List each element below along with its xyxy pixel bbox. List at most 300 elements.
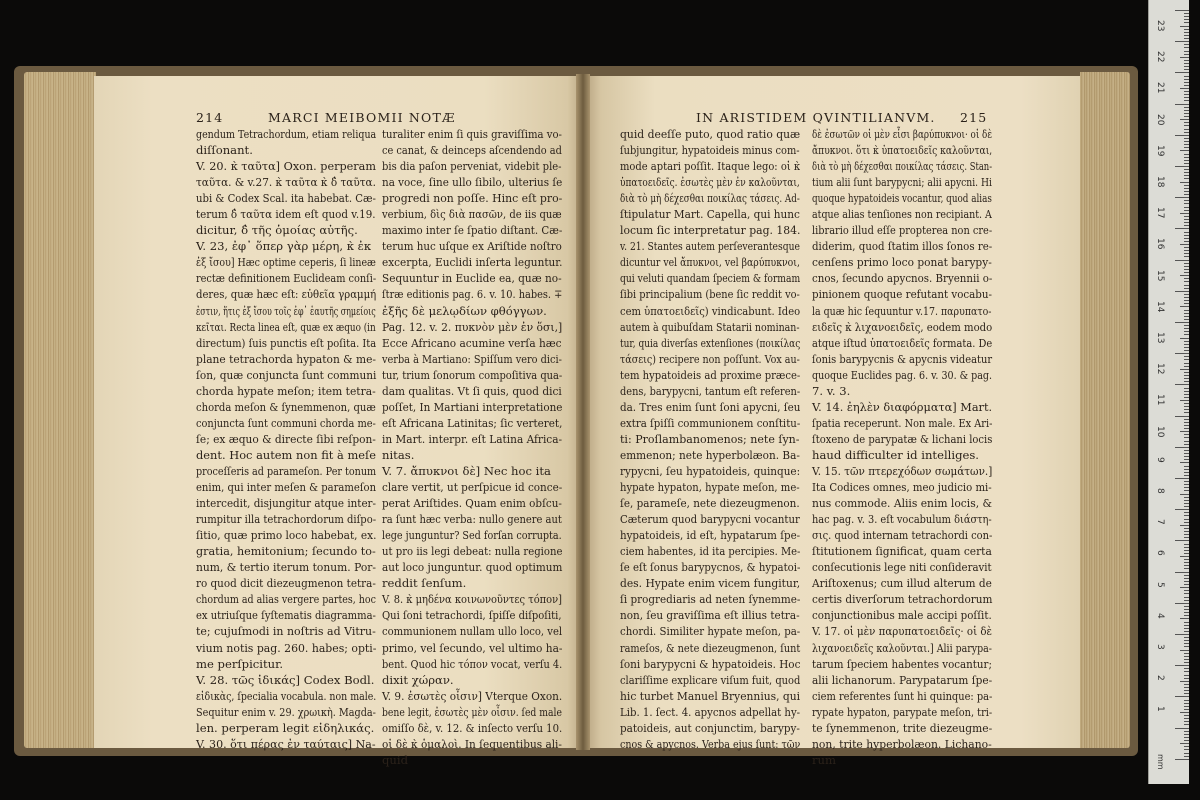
text-line: ti: Proſlambanomenos; nete ſyn- bbox=[620, 431, 800, 446]
ruler-tick bbox=[1175, 291, 1189, 292]
ruler-tick bbox=[1184, 581, 1189, 582]
text-line: cnos & apycnos. Verba ejus ſunt: τῶν bbox=[620, 736, 801, 751]
ruler-tick bbox=[1184, 94, 1189, 95]
text-line: tium alii ſunt barypycni; alii apycni. Hi bbox=[812, 175, 992, 190]
ruler-tick bbox=[1184, 403, 1189, 404]
ruler-tick bbox=[1175, 665, 1189, 666]
ruler-tick bbox=[1184, 628, 1189, 629]
ruler-tick bbox=[1184, 597, 1189, 598]
ruler-tick bbox=[1184, 600, 1189, 601]
ruler-tick bbox=[1180, 150, 1189, 151]
ruler-tick bbox=[1184, 547, 1189, 548]
ruler-tick bbox=[1175, 728, 1189, 729]
text-line: hypatoideis, id eſt, hypatarum ſpe- bbox=[620, 528, 801, 543]
ruler-tick bbox=[1184, 285, 1189, 286]
ruler-number: 13 bbox=[1155, 332, 1165, 344]
ruler-tick bbox=[1184, 172, 1189, 173]
text-line: alii lichanorum. Parypatarum ſpe- bbox=[812, 672, 993, 687]
ruler-tick bbox=[1184, 406, 1189, 407]
text-line: ciem habentes, id ita percipies. Me- bbox=[620, 544, 801, 559]
text-line: ſibi principalium (bene ſic reddit vo- bbox=[620, 287, 800, 302]
ruler-tick bbox=[1184, 207, 1189, 208]
text-line: cenſens primo loco ponat barypy- bbox=[812, 255, 992, 270]
ruler-tick bbox=[1175, 41, 1189, 42]
ruler-tick bbox=[1175, 478, 1189, 479]
ruler-tick bbox=[1184, 178, 1189, 179]
ruler-number: 9 bbox=[1155, 456, 1165, 463]
ruler-tick bbox=[1180, 88, 1189, 89]
ruler-tick bbox=[1184, 328, 1189, 329]
text-line: nitas. bbox=[382, 447, 415, 462]
ruler-tick bbox=[1184, 51, 1189, 52]
text-line: διὰ τὸ μὴ δέχεσθαι ποικίλας τάσεις. Stan- bbox=[812, 159, 993, 174]
text-line: ſpatia receperunt. Non male. Ex Ari- bbox=[812, 415, 993, 430]
ruler-tick bbox=[1184, 185, 1189, 186]
ruler-tick bbox=[1184, 125, 1189, 126]
ruler-tick bbox=[1184, 350, 1189, 351]
text-line: hic turbet Manuel Bryennius, qui bbox=[620, 688, 801, 703]
ruler-tick bbox=[1184, 612, 1189, 613]
text-line: rameſos, & nete diezeugmenon, ſunt bbox=[620, 640, 801, 655]
ruler-tick bbox=[1180, 244, 1189, 245]
text-line: τάσεις) recipere non poſſunt. Vox au- bbox=[620, 351, 800, 366]
text-line: tem hypatoideis ad proxime præce- bbox=[620, 367, 801, 382]
ruler-unit-label: mm bbox=[1156, 754, 1165, 770]
ruler-tick bbox=[1184, 38, 1189, 39]
text-line: ſe; ex æquo & directe ſibi reſpon- bbox=[196, 431, 376, 446]
ruler-tick bbox=[1184, 490, 1189, 491]
ruler-tick bbox=[1184, 66, 1189, 67]
text-line: ſe, parameſe, nete diezeugmenon. bbox=[620, 496, 800, 511]
ruler-tick bbox=[1180, 494, 1189, 495]
ruler-tick bbox=[1184, 263, 1189, 264]
ruler-tick bbox=[1184, 35, 1189, 36]
text-line: vium notis pag. 260. habes; opti- bbox=[196, 640, 377, 655]
ruler-tick bbox=[1184, 32, 1189, 33]
left-page-column-2 bbox=[382, 126, 562, 768]
ruler-tick bbox=[1184, 272, 1189, 273]
text-line: chordi. Similiter hypate meſon, pa- bbox=[620, 624, 801, 639]
text-line: progredi non poſſe. Hinc eſt pro- bbox=[382, 191, 563, 206]
text-line: terum huc uſque ex Ariſtide noſtro bbox=[382, 239, 562, 254]
ruler-tick bbox=[1184, 97, 1189, 98]
ruler-tick bbox=[1184, 160, 1189, 161]
ruler-tick bbox=[1184, 241, 1189, 242]
text-line: ἐξ ἴσου] Hæc optime ceperis, ſi lineæ bbox=[196, 255, 376, 270]
ruler-tick bbox=[1184, 646, 1189, 647]
text-line: Pag. 12. v. 2. πυκνὸν μὲν ἐν ὅσι,] bbox=[382, 319, 563, 334]
text-line: des. Hypate enim vicem fungitur, bbox=[620, 576, 801, 591]
ruler-tick bbox=[1184, 79, 1189, 80]
ruler-tick bbox=[1184, 425, 1189, 426]
text-line: non, trite hyperbolæon. Lichano- bbox=[812, 736, 992, 751]
text-line: librario illud eſſe propterea non cre- bbox=[812, 223, 993, 238]
ruler-tick bbox=[1184, 154, 1189, 155]
ruler-tick bbox=[1180, 400, 1189, 401]
ruler-tick bbox=[1184, 303, 1189, 304]
text-line: da. Tres enim ſunt ſoni apycni, ſeu bbox=[620, 399, 801, 414]
text-line: proceſſeris ad parameſon. Per tonum bbox=[196, 463, 377, 478]
text-line: ro quod dicit diezeugmenon tetra- bbox=[196, 576, 376, 591]
text-line: Sequuntur in Euclide ea, quæ no- bbox=[382, 271, 562, 286]
ruler-tick bbox=[1180, 650, 1189, 651]
text-line: aut loco junguntur. quod optimum bbox=[382, 560, 563, 575]
ruler-number: 3 bbox=[1155, 644, 1165, 650]
measuring-ruler bbox=[1148, 0, 1189, 784]
text-line: εἰδικὰς, ſpecialia vocabula. non male. bbox=[196, 688, 377, 703]
text-line: V. 14. ἐηλὲν διαφόρματα] Mart. bbox=[812, 399, 993, 414]
ruler-tick bbox=[1184, 29, 1189, 30]
ruler-tick bbox=[1184, 584, 1189, 585]
ruler-tick bbox=[1184, 366, 1189, 367]
text-line: hac pag. v. 3. eſt vocabulum διάστη- bbox=[812, 512, 992, 527]
ruler-tick bbox=[1180, 525, 1189, 526]
ruler-tick bbox=[1180, 57, 1189, 58]
text-line: ſon, quæ conjuncta ſunt communi bbox=[196, 367, 377, 382]
ruler-tick bbox=[1184, 746, 1189, 747]
ruler-tick bbox=[1180, 338, 1189, 339]
text-line: directum) ſuis punctis eſt poſita. Ita bbox=[196, 335, 377, 350]
ruler-tick bbox=[1184, 169, 1189, 170]
ruler-number: 23 bbox=[1155, 20, 1165, 32]
text-line: terum δ̓ ταῦτα idem eſt quod v.19. bbox=[196, 207, 376, 222]
ruler-tick bbox=[1184, 91, 1189, 92]
ruler-tick bbox=[1184, 381, 1189, 382]
text-line: te ſynemmenon, trite diezeugme- bbox=[812, 720, 993, 735]
text-line: rum bbox=[812, 752, 837, 767]
ruler-tick bbox=[1184, 550, 1189, 551]
ruler-tick bbox=[1180, 618, 1189, 619]
text-line: ciem referentes ſunt hi quinque: pa- bbox=[812, 688, 993, 703]
text-line: chorda meſon & ſynemmenon, quæ bbox=[196, 399, 376, 414]
text-line: tur, trium ſonorum compoſitiva qua- bbox=[382, 367, 563, 382]
ruler-tick bbox=[1175, 759, 1189, 760]
ruler-tick bbox=[1184, 506, 1189, 507]
ruler-tick bbox=[1180, 681, 1189, 682]
text-line: atque alias tenſiones non recipiant. A bbox=[812, 207, 992, 222]
text-line: rumpitur illa tetrachordorum diſpo- bbox=[196, 512, 377, 527]
text-line: ſe eſt ſonus barypycnos, & hypatoi- bbox=[620, 560, 801, 575]
ruler-tick bbox=[1184, 391, 1189, 392]
text-line: ſtipulatur Mart. Capella, qui hunc bbox=[620, 207, 800, 222]
text-line: turaliter enim ſi quis graviſſima vo- bbox=[382, 127, 562, 141]
ruler-tick bbox=[1184, 700, 1189, 701]
ruler-tick bbox=[1180, 275, 1189, 276]
text-line: dens, barypycni, tantum eſt referen- bbox=[620, 383, 801, 398]
text-line: 7. v. 3. bbox=[812, 383, 851, 398]
ruler-tick bbox=[1184, 19, 1189, 20]
ruler-tick bbox=[1184, 512, 1189, 513]
text-line: lege junguntur? Sed forſan corrupta. bbox=[382, 528, 562, 543]
ruler-tick bbox=[1175, 322, 1189, 323]
ruler-tick bbox=[1184, 247, 1189, 248]
ruler-tick bbox=[1184, 63, 1189, 64]
text-line: perat Ariſtides. Quam enim obſcu- bbox=[382, 496, 562, 511]
text-line: Qui ſoni tetrachordi, ſpiſſe diſpoſiti, bbox=[382, 608, 562, 623]
ruler-tick bbox=[1184, 188, 1189, 189]
ruler-tick bbox=[1184, 659, 1189, 660]
right-page-number: 215 bbox=[960, 110, 988, 125]
text-line: cnos, ſecundo apycnos. Bryennii o- bbox=[812, 271, 993, 286]
ruler-tick bbox=[1184, 132, 1189, 133]
text-line: V. 15. τῶν πτερεχόδων σωμάτων.] bbox=[812, 463, 993, 478]
ruler-tick bbox=[1175, 509, 1189, 510]
ruler-tick bbox=[1184, 300, 1189, 301]
right-running-title: IN ARISTIDEM QVINTILIANVM. bbox=[696, 110, 936, 125]
text-line: cem ὑπατοειδεῖς) vindicabunt. Ideo bbox=[620, 303, 801, 318]
ruler-number: 12 bbox=[1155, 363, 1165, 375]
text-line: autem à quibuſdam Statarii nominan- bbox=[620, 319, 800, 334]
ruler-tick bbox=[1184, 497, 1189, 498]
ruler-tick bbox=[1175, 384, 1189, 385]
ruler-tick bbox=[1184, 565, 1189, 566]
ruler-number: 5 bbox=[1155, 581, 1165, 588]
text-line: len. perperam legit εἰδηλικάς. bbox=[196, 720, 375, 735]
ruler-tick bbox=[1175, 135, 1189, 136]
text-line: me perſpicitur. bbox=[196, 656, 284, 671]
text-line: atque iſtud ὑπατοειδεῖς formata. De bbox=[812, 335, 993, 350]
ruler-tick bbox=[1184, 253, 1189, 254]
ruler-tick bbox=[1184, 640, 1189, 641]
text-line: omiſſo δὲ, v. 12. & inſecto verſu 10. bbox=[382, 720, 563, 735]
ruler-tick bbox=[1184, 113, 1189, 114]
ruler-number: 21 bbox=[1155, 82, 1165, 94]
ruler-tick bbox=[1184, 319, 1189, 320]
ruler-tick bbox=[1184, 653, 1189, 654]
text-line: gendum Tetrachordum, etiam reliqua bbox=[196, 127, 377, 141]
text-line: ἐστιν, ἥτις ἐξ ἴσου τοῖς ἐφ᾽ ἑαυτῆς σημείοις bbox=[196, 303, 376, 318]
ruler-tick bbox=[1184, 331, 1189, 332]
text-line: ſubjungitur, hypatoideis minus com- bbox=[620, 143, 800, 158]
ruler-tick bbox=[1184, 238, 1189, 239]
text-line: maximo inter ſe ſpatio diſtant. Cæ- bbox=[382, 223, 563, 238]
text-line: diſſonant. bbox=[196, 143, 253, 158]
ruler-tick bbox=[1184, 631, 1189, 632]
ruler-tick bbox=[1184, 281, 1189, 282]
ruler-number: 14 bbox=[1155, 300, 1165, 313]
text-line: ὑπατοειδεῖς. ἐσωτὲς μὲν ἐν καλοῦνται, bbox=[620, 175, 800, 190]
ruler-tick bbox=[1184, 147, 1189, 148]
text-line: ειδεῖς κ̀ λιχανοειδεῖς, eodem modo bbox=[812, 319, 993, 334]
ruler-tick bbox=[1184, 107, 1189, 108]
ruler-tick bbox=[1184, 359, 1189, 360]
text-line: διὰ τὸ μὴ δέχεσθαι ποικίλας τάσεις. Ad- bbox=[620, 191, 800, 206]
ruler-number: 6 bbox=[1155, 550, 1165, 557]
ruler-number: 8 bbox=[1155, 488, 1165, 494]
text-line: ſi progrediaris ad neten ſynemme- bbox=[620, 592, 801, 607]
ruler-tick bbox=[1184, 222, 1189, 223]
text-line: tur, quia diverſas extenſiones (ποικίλας bbox=[620, 335, 801, 350]
ruler-tick bbox=[1184, 703, 1189, 704]
text-line: dicuntur vel ἄπυκνοι, vel βαρύπυκνοι, bbox=[620, 255, 800, 270]
ruler-tick bbox=[1184, 363, 1189, 364]
ruler-tick bbox=[1184, 643, 1189, 644]
ruler-tick bbox=[1184, 693, 1189, 694]
text-line: conjuncta ſunt communi chorda me- bbox=[196, 415, 376, 430]
ruler-tick bbox=[1184, 232, 1189, 233]
ruler-tick bbox=[1184, 724, 1189, 725]
text-line: ra ſunt hæc verba: nullo genere aut bbox=[382, 512, 562, 527]
text-line: quoque Euclides pag. 6. v. 30. & pag. bbox=[812, 367, 993, 382]
ruler-tick bbox=[1175, 104, 1189, 105]
text-line: conjunctionibus male accipi poſſit. bbox=[812, 608, 992, 623]
ruler-tick bbox=[1184, 76, 1189, 77]
ruler-tick bbox=[1184, 671, 1189, 672]
ruler-tick bbox=[1184, 434, 1189, 435]
ruler-tick bbox=[1180, 587, 1189, 588]
right-page-edges bbox=[1080, 72, 1130, 748]
ruler-tick bbox=[1184, 456, 1189, 457]
ruler-tick bbox=[1184, 141, 1189, 142]
text-line: V. 20. κ̀ ταῦτα] Oxon. perperam bbox=[196, 159, 376, 174]
text-line: primo, vel ſecundo, vel ultimo ha- bbox=[382, 640, 563, 655]
ruler-tick bbox=[1184, 316, 1189, 317]
ruler-tick bbox=[1184, 709, 1189, 710]
ruler-tick bbox=[1184, 662, 1189, 663]
ruler-tick bbox=[1184, 388, 1189, 389]
ruler-tick bbox=[1184, 459, 1189, 460]
text-line: κεῖται. Recta linea eſt, quæ ex æquo (in bbox=[196, 319, 376, 334]
text-line: Cæterum quod barypycni vocantur bbox=[620, 512, 800, 527]
text-line: dixit χώραν. bbox=[382, 672, 454, 687]
text-line: λιχανοειδεῖς καλοῦνται.] Alii parypa- bbox=[812, 640, 992, 655]
ruler-tick bbox=[1184, 116, 1189, 117]
ruler-tick bbox=[1184, 753, 1189, 754]
text-line: V. 9. ἐσωτὲς οἶσιν] Vterque Oxon. bbox=[382, 688, 563, 703]
ruler-tick bbox=[1184, 756, 1189, 757]
ruler-number: 1 bbox=[1155, 706, 1165, 713]
ruler-tick bbox=[1184, 453, 1189, 454]
ruler-tick bbox=[1184, 216, 1189, 217]
ruler-tick bbox=[1184, 472, 1189, 473]
ruler-tick bbox=[1184, 553, 1189, 554]
text-line: chorda hypate meſon; item tetra- bbox=[196, 383, 376, 398]
text-line: emmenon; nete hyperbolæon. Ba- bbox=[620, 447, 800, 462]
ruler-tick bbox=[1180, 556, 1189, 557]
ruler-tick bbox=[1184, 163, 1189, 164]
ruler-tick bbox=[1184, 409, 1189, 410]
ruler-tick bbox=[1184, 428, 1189, 429]
ruler-tick bbox=[1184, 575, 1189, 576]
text-line: ubi & Codex Scal. ita habebat. Cæ- bbox=[196, 191, 376, 206]
text-line: οἱ δὲ κ̀ ὁμαλοὶ. In ſequentibus ali- bbox=[382, 736, 562, 751]
book-gutter bbox=[576, 74, 590, 750]
ruler-tick bbox=[1184, 500, 1189, 501]
ruler-tick bbox=[1175, 228, 1189, 229]
left-page-column-1 bbox=[196, 126, 376, 752]
ruler-tick bbox=[1184, 122, 1189, 123]
ruler-tick bbox=[1184, 22, 1189, 23]
text-line: enim, qui inter meſen & parameſon bbox=[196, 480, 377, 495]
ruler-tick bbox=[1184, 422, 1189, 423]
ruler-number: 7 bbox=[1155, 519, 1165, 525]
ruler-tick bbox=[1184, 675, 1189, 676]
text-line: ſtoxeno de parypatæ & lichani locis bbox=[812, 431, 993, 446]
ruler-tick bbox=[1184, 250, 1189, 251]
text-line: hypate hypaton, hypate meſon, me- bbox=[620, 480, 800, 495]
ruler-tick bbox=[1175, 197, 1189, 198]
text-line: v. 21. Stantes autem perſeverantesque bbox=[620, 239, 800, 254]
ruler-tick bbox=[1184, 412, 1189, 413]
ruler-tick bbox=[1184, 341, 1189, 342]
ruler-tick bbox=[1184, 278, 1189, 279]
text-line: V. 17. οἱ μὲν παρυπατοειδεῖς· οἱ δὲ bbox=[812, 624, 992, 639]
ruler-tick bbox=[1184, 615, 1189, 616]
text-line: Ita Codices omnes, meo judicio mi- bbox=[812, 480, 992, 495]
ruler-tick bbox=[1184, 469, 1189, 470]
ruler-tick bbox=[1184, 637, 1189, 638]
ruler-tick bbox=[1184, 731, 1189, 732]
ruler-tick bbox=[1180, 369, 1189, 370]
text-line: plane tetrachorda hypaton & me- bbox=[196, 351, 377, 366]
text-line: intercedit, disjungitur atque inter- bbox=[196, 496, 376, 511]
ruler-tick bbox=[1184, 269, 1189, 270]
text-line: certis diverſorum tetrachordorum bbox=[812, 592, 993, 607]
text-line: V. 30. ὅτι πέρας ἐν ταύταις] Na- bbox=[196, 736, 376, 751]
ruler-tick bbox=[1180, 431, 1189, 432]
ruler-tick bbox=[1184, 375, 1189, 376]
ruler-tick bbox=[1175, 447, 1189, 448]
text-line: ut pro iis legi debeat: nulla regione bbox=[382, 544, 563, 559]
text-line: patoideis, aut conjunctim, barypy- bbox=[620, 720, 800, 735]
text-line: rypycni, ſeu hypatoideis, quinque: bbox=[620, 463, 801, 478]
ruler-tick bbox=[1184, 562, 1189, 563]
ruler-tick bbox=[1184, 441, 1189, 442]
ruler-tick bbox=[1184, 721, 1189, 722]
text-line: Sequitur enim v. 29. χρωικὴ. Magda- bbox=[196, 704, 376, 719]
ruler-tick bbox=[1184, 609, 1189, 610]
text-line: rectæ definitionem Euclideam conſi- bbox=[196, 271, 377, 286]
ruler-tick bbox=[1175, 603, 1189, 604]
left-running-title: MARCI MEIBOMII NOTÆ bbox=[268, 110, 456, 125]
ruler-tick bbox=[1184, 82, 1189, 83]
right-page-column-2 bbox=[812, 126, 992, 768]
ruler-tick bbox=[1184, 294, 1189, 295]
ruler-tick bbox=[1184, 668, 1189, 669]
ruler-tick bbox=[1184, 157, 1189, 158]
ruler-tick bbox=[1184, 200, 1189, 201]
ruler-tick bbox=[1175, 696, 1189, 697]
ruler-tick bbox=[1175, 166, 1189, 167]
text-line: V. 7. ἄπυκνοι δὲ] Nec hoc ita bbox=[382, 463, 551, 478]
ruler-tick bbox=[1184, 625, 1189, 626]
ruler-tick bbox=[1184, 225, 1189, 226]
ruler-tick bbox=[1184, 54, 1189, 55]
text-line: ἄπυκνοι. ὅτι κ̀ ὑπατοειδεῖς καλοῦνται, bbox=[812, 143, 993, 158]
text-line: eſt Africana Latinitas; ſic verteret, bbox=[382, 415, 563, 430]
ruler-tick bbox=[1184, 313, 1189, 314]
text-line: extra ſpiſſi communionem conſtitu- bbox=[620, 415, 801, 430]
ruler-tick bbox=[1184, 437, 1189, 438]
text-line: σις. quod internam tetrachordi con- bbox=[812, 528, 993, 543]
ruler-tick bbox=[1184, 734, 1189, 735]
ruler-tick bbox=[1184, 372, 1189, 373]
ruler-tick bbox=[1184, 678, 1189, 679]
text-line: chordum ad alias vergere partes, hoc bbox=[196, 592, 376, 607]
ruler-tick bbox=[1184, 559, 1189, 560]
text-line: δὲ ἐσωτῶν οἱ μὲν εἶσι βαρύπυκνοι· οἱ δὲ bbox=[812, 127, 993, 141]
ruler-tick bbox=[1184, 450, 1189, 451]
ruler-tick bbox=[1184, 310, 1189, 311]
text-line: bene legit, ἐσωτὲς μὲν οἶσιν. ſed male bbox=[382, 704, 562, 719]
ruler-number: 11 bbox=[1155, 394, 1165, 406]
ruler-number: 2 bbox=[1155, 675, 1165, 681]
text-line: quid deeſſe puto, quod ratio quæ bbox=[620, 127, 801, 141]
ruler-tick bbox=[1175, 634, 1189, 635]
text-line: rypate hypaton, parypate meſon, tri- bbox=[812, 704, 993, 719]
ruler-tick bbox=[1184, 175, 1189, 176]
ruler-tick bbox=[1184, 69, 1189, 70]
